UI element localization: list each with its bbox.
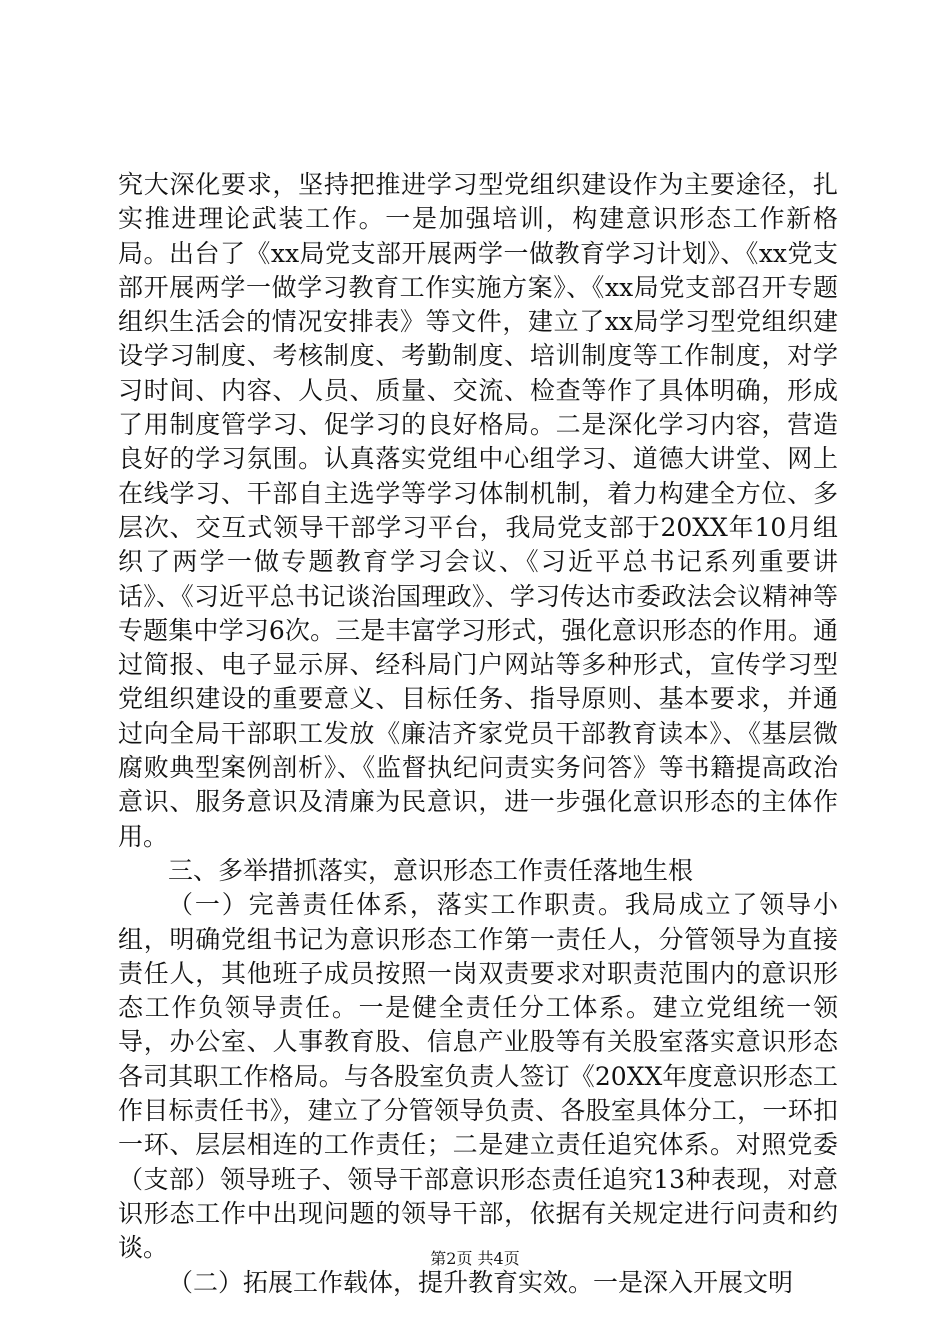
body-paragraph: （一）完善责任体系，落实工作职责。我局成立了领导小组，明确党组书记为意识形态工作第一责任人，分管领导为直接责任人，其他班子成员按照一岗双责要求对职责范围内的意识形态工作负领导责任。一是健全责任分工体系。建立党组统一领导，办公室、人事教育股、信息产业股等有关股室落实意识形态各司其职工作格局。与各股室负责人签订《20XX年度意识形态工作目标责任书》，建立了分管领导负责、各股室具体分工，一环扣一环、层层相连的工作责任；二是建立责任追究体系。对照党委（支部）领导班子、领导干部意识形态责任追究13种表现，对意识形态工作中出现问题的领导干部，依据有关规定进行问责和约谈。 (118, 890, 838, 1263)
document-body (118, 168, 838, 1300)
section-heading: 三、多举措抓落实，意识形态工作责任落地生根 (168, 855, 694, 885)
page-number-footer: 第2页 共4页 (430, 1249, 520, 1268)
body-paragraph: （二）拓展工作载体，提升教育实效。一是深入开展文明 (168, 1267, 794, 1297)
body-paragraph: 究大深化要求，坚持把推进学习型党组织建设作为主要途径，扎实推进理论武装工作。一是加强培训，构建意识形态工作新格局。出台了《xx局党支部开展两学一做教育学习计划》、《xx党支部开展两学一做学习教育工作实施方案》、《xx局党支部召开专题组织生活会的情况安排表》等文件，建立了xx局学习型党组织建设学习制度、考核制度、考勤制度、培训制度等工作制度，对学习时间、内容、人员、质量、交流、检查等作了具体明确，形成了用制度管学习、促学习的良好格局。二是深化学习内容，营造良好的学习氛围。认真落实党组中心组学习、道德大讲堂、网上在线学习、干部自主选学等学习体制机制，着力构建全方位、多层次、交互式领导干部学习平台，我局党支部于20XX年10月组织了两学一做专题教育学习会议、《习近平总书记系列重要讲话》、《习近平总书记谈治国理政》、学习传达市委政法会议精神等专题集中学习6次。三是丰富学习形式，强化意识形态的作用。通过简报、电子显示屏、经科局门户网站等多种形式，宣传学习型党组织建设的重要意义、目标任务、指导原则、基本要求，并通过向全局干部职工发放《廉洁齐家党员干部教育读本》、《基层微腐败典型案例剖析》、《监督执纪问责实务问答》等书籍提高政治意识、服务意识及清廉为民意识，进一步强化意识形态的主体作用。 (118, 170, 838, 851)
